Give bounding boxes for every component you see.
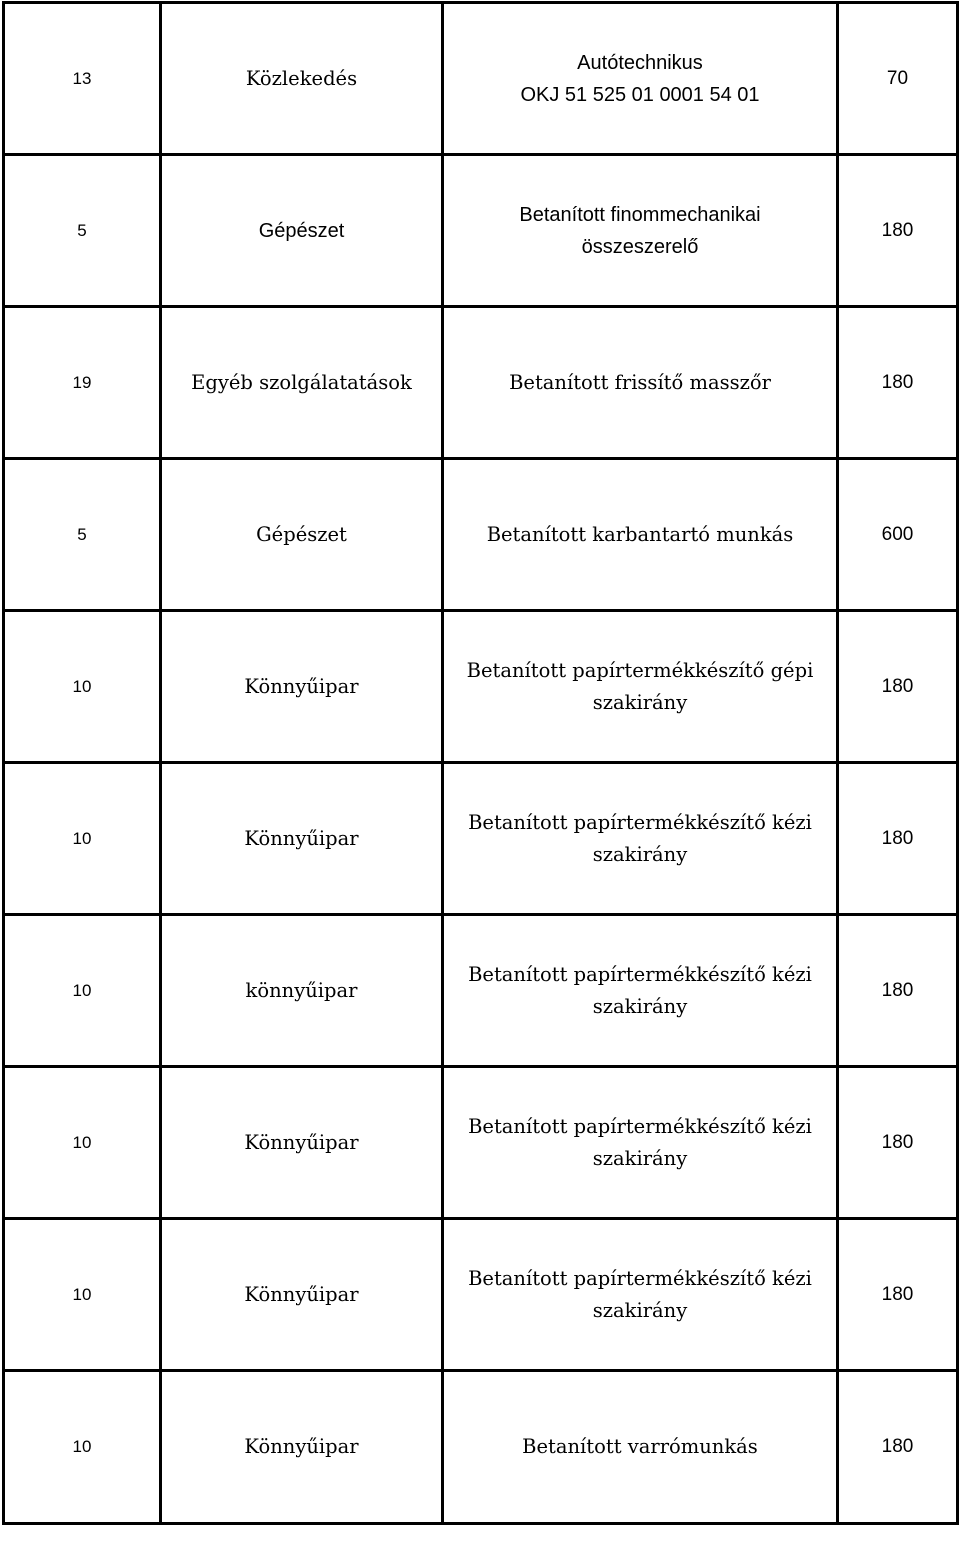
- row-number: 5: [4, 459, 161, 611]
- field-name: Gépészet: [161, 155, 443, 307]
- field-name: Gépészet: [161, 459, 443, 611]
- qualification-name: [443, 155, 838, 307]
- table-row: [4, 763, 958, 915]
- hours-value: 180: [838, 915, 958, 1067]
- table-row: [4, 611, 958, 763]
- table-row: [4, 1219, 958, 1371]
- qualification-line: szakirány: [592, 842, 688, 866]
- qualification-line: Betanított karbantartó munkás: [486, 522, 794, 546]
- qualification-line: Betanított papírtermékkészítő kézi: [468, 810, 812, 834]
- qualification-line: szakirány: [592, 994, 688, 1018]
- qualification-name: [443, 1219, 838, 1371]
- qualification-line: szakirány: [592, 1298, 688, 1322]
- qualification-name: [443, 459, 838, 611]
- field-name: Könnyűipar: [161, 1371, 443, 1524]
- field-name: Közlekedés: [161, 3, 443, 155]
- qualification-line: Betanított papírtermékkészítő kézi: [468, 1114, 812, 1138]
- qualification-line: Betanított papírtermékkészítő gépi: [466, 658, 814, 682]
- table-row: [4, 915, 958, 1067]
- hours-value: 180: [838, 155, 958, 307]
- hours-value: 180: [838, 1219, 958, 1371]
- field-name: Könnyűipar: [161, 611, 443, 763]
- row-number: 10: [4, 915, 161, 1067]
- row-number: 10: [4, 763, 161, 915]
- row-number: 5: [4, 155, 161, 307]
- row-number: 10: [4, 1219, 161, 1371]
- qualification-line: szakirány: [592, 690, 688, 714]
- hours-value: 600: [838, 459, 958, 611]
- table-row: [4, 3, 958, 155]
- field-name: Könnyűipar: [161, 1067, 443, 1219]
- qualification-name: [443, 1067, 838, 1219]
- table-row: [4, 1371, 958, 1524]
- row-number: 10: [4, 1371, 161, 1524]
- training-table: [2, 1, 959, 1525]
- qualification-line: Autótechnikus: [577, 51, 703, 74]
- hours-value: 180: [838, 763, 958, 915]
- hours-value: 70: [838, 3, 958, 155]
- qualification-name: [443, 915, 838, 1067]
- row-number: 13: [4, 3, 161, 155]
- qualification-name: [443, 611, 838, 763]
- qualification-line: Betanított varrómunkás: [522, 1435, 758, 1458]
- field-name: Egyéb szolgálatatások: [161, 307, 443, 459]
- table-row: [4, 1067, 958, 1219]
- qualification-name: [443, 1371, 838, 1524]
- table-row: [4, 155, 958, 307]
- qualification-line: szakirány: [592, 1146, 688, 1170]
- hours-value: 180: [838, 1067, 958, 1219]
- table-row: [4, 307, 958, 459]
- row-number: 10: [4, 1067, 161, 1219]
- field-name: Könnyűipar: [161, 763, 443, 915]
- qualification-code: OKJ 51 525 01 0001 54 01: [520, 83, 760, 106]
- training-table-wrapper: [2, 1, 956, 1525]
- hours-value: 180: [838, 307, 958, 459]
- qualification-line: Betanított papírtermékkészítő kézi: [468, 962, 812, 986]
- qualification-line: Betanított frissítő masszőr: [509, 370, 771, 394]
- qualification-name: [443, 3, 838, 155]
- qualification-name: [443, 763, 838, 915]
- field-name: könnyűipar: [161, 915, 443, 1067]
- table-row: [4, 459, 958, 611]
- field-name: Könnyűipar: [161, 1219, 443, 1371]
- qualification-line: Betanított papírtermékkészítő kézi: [468, 1266, 812, 1290]
- hours-value: 180: [838, 611, 958, 763]
- hours-value: 180: [838, 1371, 958, 1524]
- qualification-name: [443, 307, 838, 459]
- qualification-line: összeszerelő: [581, 235, 699, 258]
- qualification-line: Betanított finommechanikai: [519, 203, 761, 226]
- row-number: 10: [4, 611, 161, 763]
- row-number: 19: [4, 307, 161, 459]
